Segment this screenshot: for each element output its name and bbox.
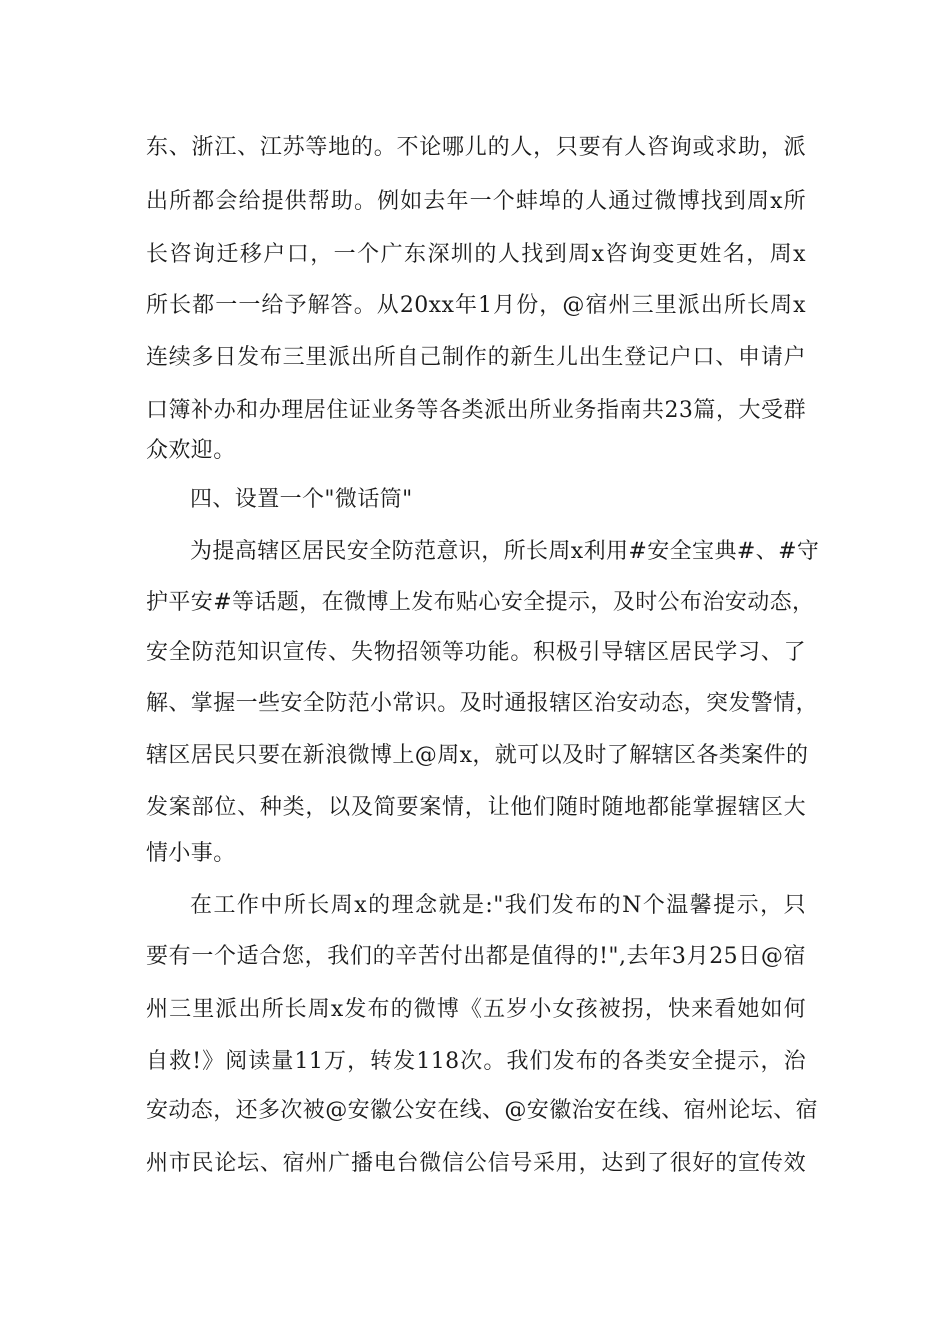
text-line: 东、浙江、江苏等地的。不论哪儿的人，只要有人咨询或求助，派 [146,135,806,160]
text-line: 为提高辖区居民安全防范意识，所长周x利用#安全宝典#、#守 [190,539,820,564]
text-line: 在工作中所长周x的理念就是:"我们发布的N个温馨提示，只 [190,893,806,918]
paragraph-end-line: 情小事。 [146,841,236,866]
text-line: 安动态，还多次被@安徽公安在线、@安徽治安在线、宿州论坛、宿 [146,1098,819,1123]
text-line: 连续多日发布三里派出所自己制作的新生儿出生登记户口、申请户 [146,345,806,370]
text-line: 辖区居民只要在新浪微博上@周x，就可以及时了解辖区各类案件的 [146,743,809,768]
text-line: 所长都一一给予解答。从20xx年1月份，@宿州三里派出所长周x [146,293,806,318]
text-line: 出所都会给提供帮助。例如去年一个蚌埠的人通过微博找到周x所 [146,189,806,214]
text-line: 要有一个适合您，我们的辛苦付出都是值得的!",去年3月25日@宿 [146,944,806,969]
text-line: 安全防范知识宣传、失物招领等功能。积极引导辖区居民学习、了 [146,640,806,665]
text-line: 长咨询迁移户口，一个广东深圳的人找到周x咨询变更姓名，周x [146,242,806,267]
text-line: 解、掌握一些安全防范小常识。及时通报辖区治安动态，突发警情， [146,691,819,716]
text-line: 自救!》阅读量11万，转发118次。我们发布的各类安全提示，治 [146,1049,806,1074]
text-line: 护平安#等话题，在微博上发布贴心安全提示，及时公布治安动态， [146,590,815,615]
text-line: 发案部位、种类，以及简要案情，让他们随时随地都能掌握辖区大 [146,795,806,820]
section-heading: 四、设置一个"微话筒" [190,487,413,512]
text-line: 州三里派出所长周x发布的微博《五岁小女孩被拐，快来看她如何 [146,997,806,1022]
text-line: 州市民论坛、宿州广播电台微信公信号采用，达到了很好的宣传效 [146,1151,806,1176]
text-line: 口簿补办和办理居住证业务等各类派出所业务指南共23篇，大受群 [146,398,806,423]
paragraph-end-line: 众欢迎。 [146,438,236,463]
